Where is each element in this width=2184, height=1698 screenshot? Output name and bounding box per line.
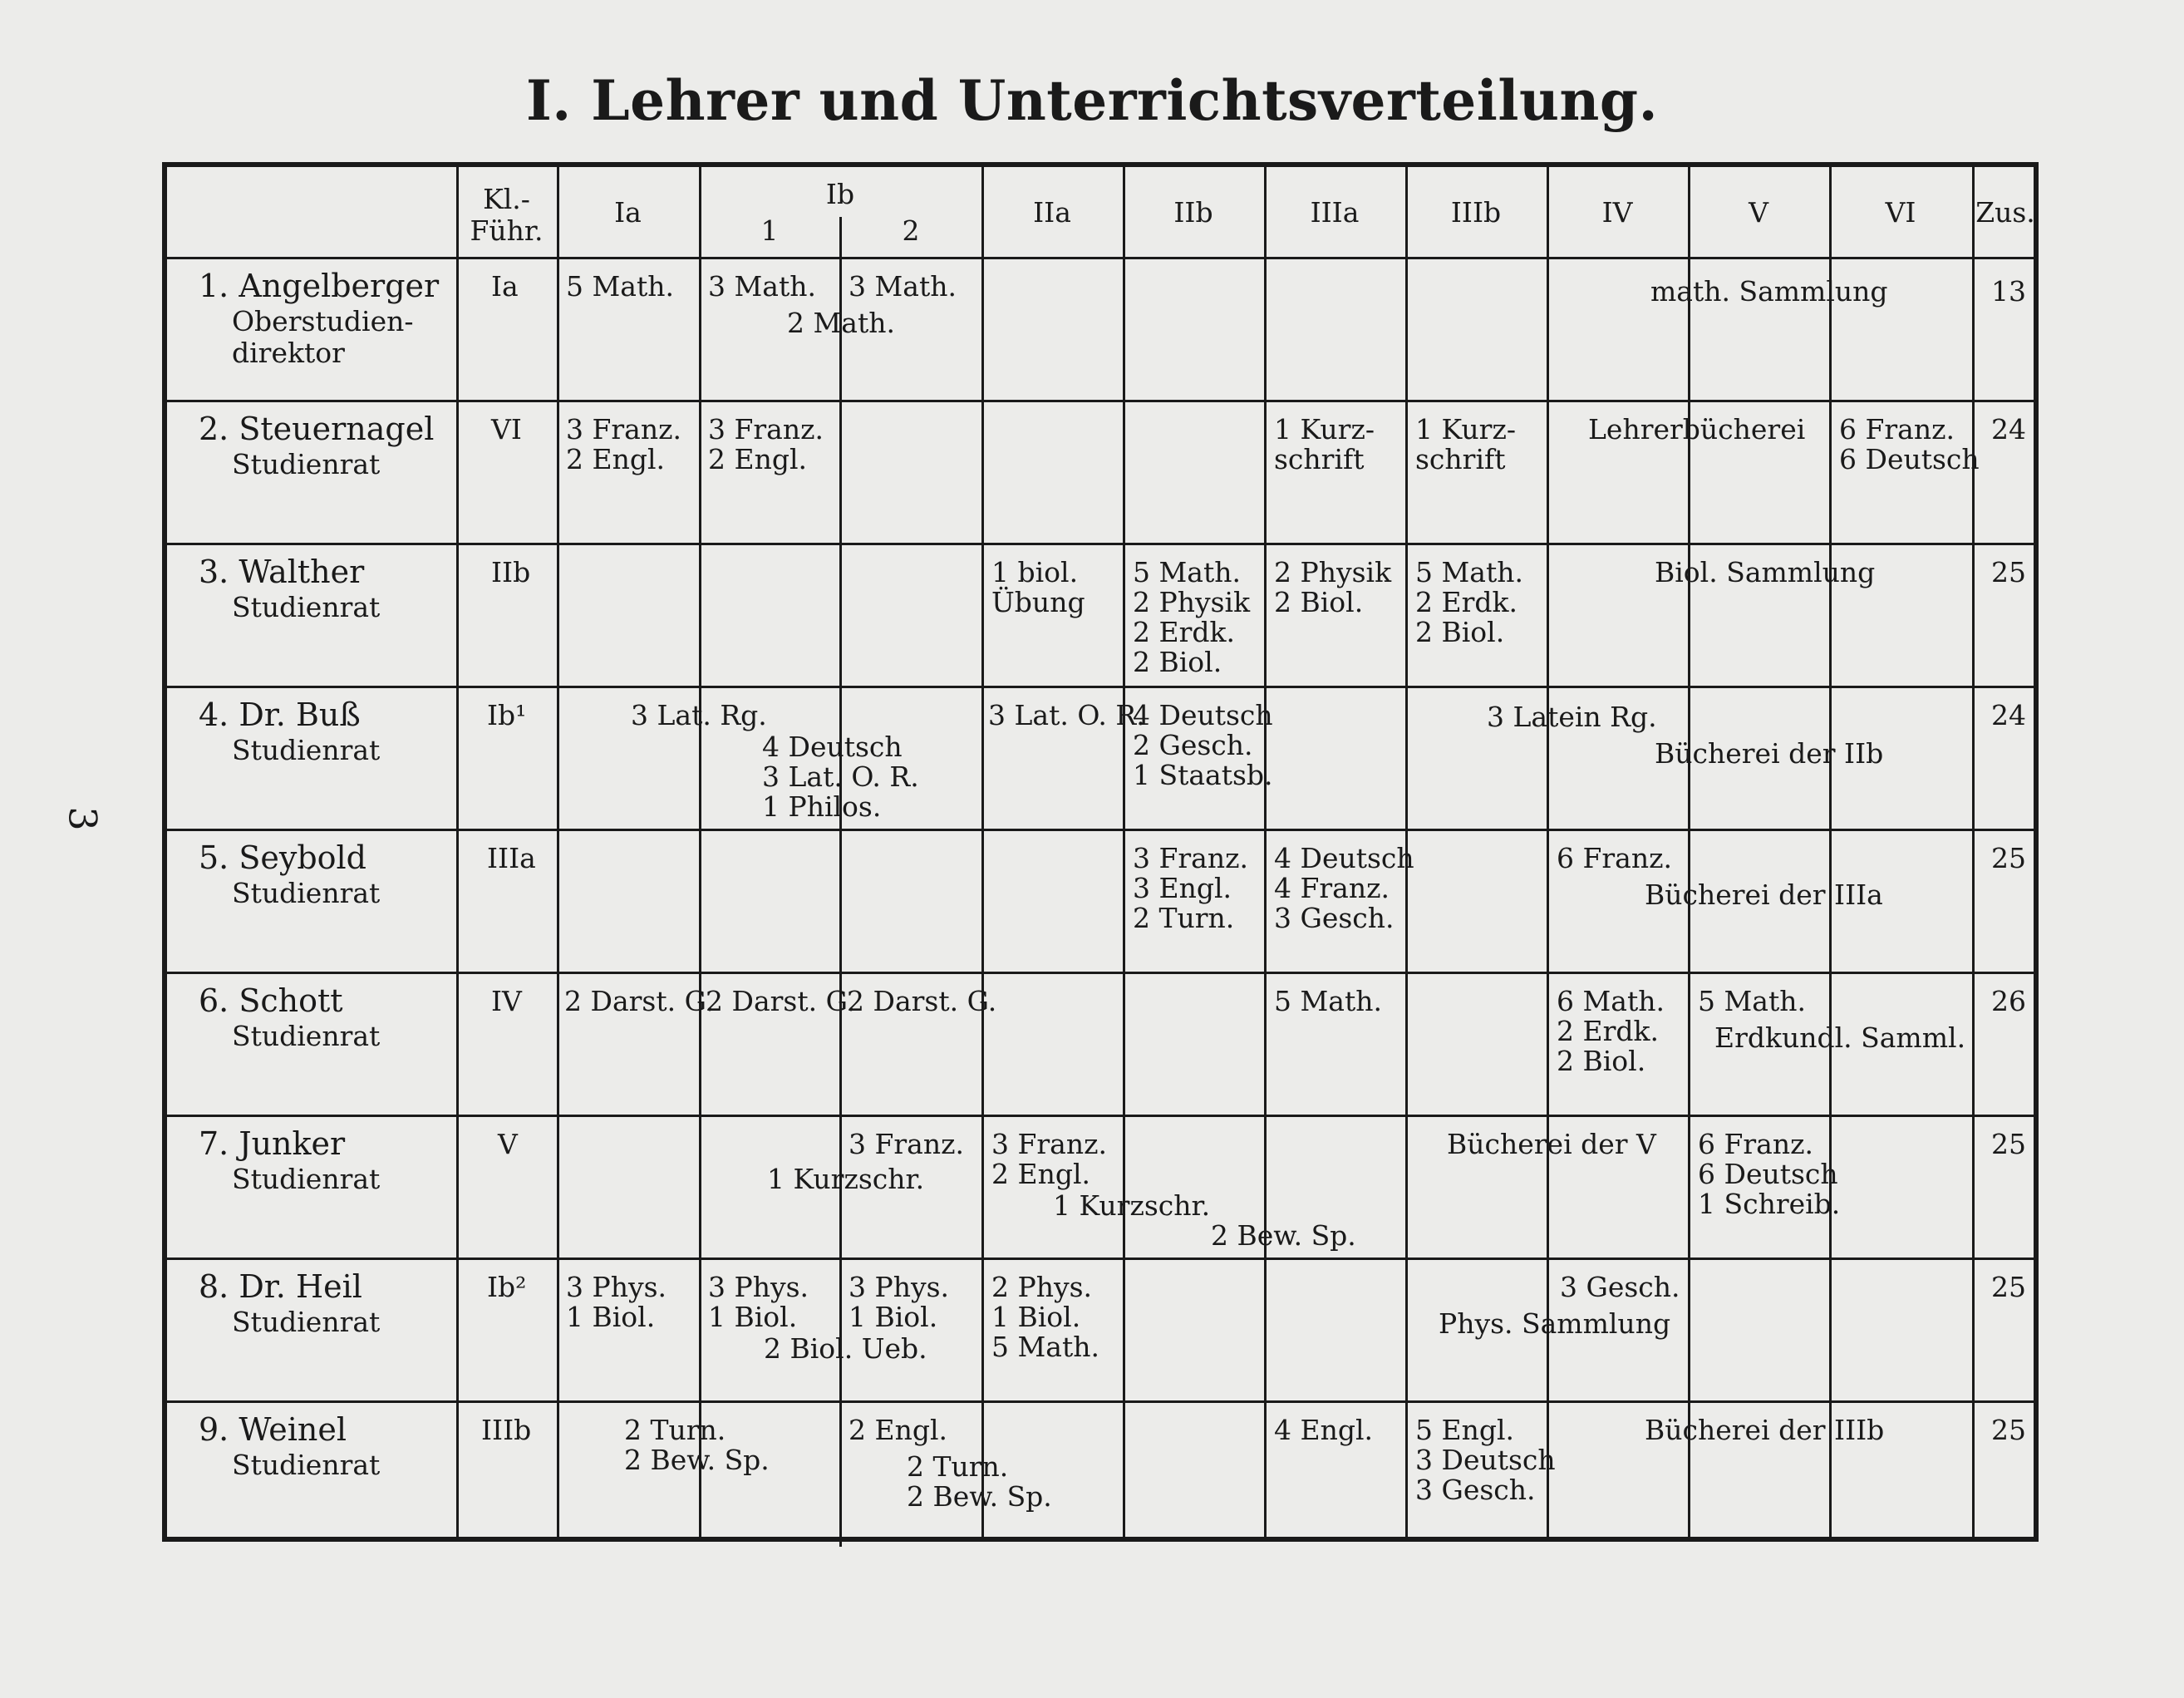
cell: Bücherei der IIb [1655,737,1884,770]
cell: 3 Latein Rg. [1487,701,1657,733]
teacher-role: Studienrat [232,1449,381,1481]
total: 24 [1991,413,2026,445]
total: 25 [1991,1414,2026,1446]
cell: 5 Math. [1698,985,1806,1017]
header-ib-1: 1 [760,214,779,247]
teacher-role: Studienrat [232,1020,381,1052]
class-lead: IIIa [487,842,536,874]
class-lead: IIb [491,556,531,588]
total: 25 [1991,556,2026,588]
cell: Biol. Sammlung [1655,556,1876,588]
cell: Bücherei der IIIa [1645,879,1883,911]
teacher-name: 7. Junker [199,1125,346,1162]
cell: 2 Darst. G. [847,985,997,1017]
teacher-name: 5. Seybold [199,839,367,876]
header-v: V [1749,196,1768,229]
cell: 3 Franz. 2 Engl. [708,413,824,475]
header-iia: IIa [1033,196,1071,229]
teacher-name: 3. Walther [199,554,365,590]
cell: 1 Kurz- schrift [1274,413,1375,475]
total: 26 [1991,985,2026,1017]
teacher-role: direktor [232,337,345,369]
cell: 2 Turn. 2 Bew. Sp. [907,1450,1052,1513]
header-klfuehr: Kl.- Führ. [470,183,544,247]
header-zus: Zus. [1975,196,2035,229]
teacher-role: Studienrat [232,1306,381,1338]
teacher-role: Studienrat [232,734,381,766]
cell: 2 Bew. Sp. [1211,1219,1356,1252]
cell: Lehrerbücherei [1588,413,1806,445]
header-ia: Ia [614,196,642,229]
cell: math. Sammlung [1650,275,1888,308]
cell: 1 Kurzschr. [767,1163,925,1195]
header-iiib: IIIb [1450,196,1502,229]
cell: 3 Phys. 1 Biol. [849,1271,950,1333]
cell: 5 Math. 2 Erdk. 2 Biol. [1415,556,1523,648]
cell: 3 Lat. O. R. [988,699,1145,731]
cell: 2 Darst. G. [564,985,715,1017]
cell: 6 Franz. [1557,842,1672,874]
teacher-name: 2. Steuernagel [199,411,435,447]
total: 25 [1991,842,2026,874]
cell: 2 Engl. [849,1414,947,1446]
cell: 3 Lat. Rg. [631,699,767,731]
total: 25 [1991,1271,2026,1303]
header-vi: VI [1885,196,1916,229]
cell: 4 Deutsch 2 Gesch. 1 Staatsb. [1133,699,1273,791]
cell: 5 Engl. 3 Deutsch 3 Gesch. [1415,1414,1556,1506]
total: 24 [1991,699,2026,731]
class-lead: IV [491,985,522,1017]
cell: 4 Engl. [1274,1414,1373,1446]
cell: 6 Franz. 6 Deutsch 1 Schreib. [1698,1128,1841,1220]
header-ib-2: 2 [902,214,920,247]
class-lead: Ia [491,270,519,303]
teacher-role: Studienrat [232,448,381,480]
cell: 4 Deutsch 4 Franz. 3 Gesch. [1274,842,1414,934]
cell: 5 Math. [566,270,674,303]
cell: Bücherei der V [1447,1128,1656,1160]
header-iib: IIb [1173,196,1213,229]
cell: 3 Math. [849,270,957,303]
cell: Phys. Sammlung [1439,1307,1671,1340]
teacher-name: 1. Angelberger [199,268,440,304]
cell: 3 Phys. 1 Biol. [708,1271,809,1333]
cell: Bücherei der IIIb [1645,1414,1885,1446]
header-ib: Ib [825,178,855,210]
class-lead: Ib¹ [487,699,527,731]
cell: 6 Math. 2 Erdk. 2 Biol. [1557,985,1665,1077]
class-lead: IIIb [481,1414,532,1446]
cell: 3 Phys. 1 Biol. [566,1271,667,1333]
cell: 2 Darst. G. [706,985,856,1017]
cell: 2 Math. [787,307,895,339]
cell: 6 Franz. 6 Deutsch [1839,413,1980,475]
total: 25 [1991,1128,2026,1160]
cell: 2 Biol. Ueb. [764,1332,927,1365]
class-lead: V [498,1128,518,1160]
page-title: I. Lehrer und Unterrichtsverteilung. [525,68,1659,133]
cell: 3 Franz. [849,1128,964,1160]
teacher-role: Studienrat [232,591,381,623]
cell: 3 Gesch. [1560,1271,1680,1303]
teacher-role: Studienrat [232,1163,381,1195]
cell: 5 Math. 2 Physik 2 Erdk. 2 Biol. [1133,556,1251,678]
teacher-name: 9. Weinel [199,1411,347,1448]
cell: 2 Physik 2 Biol. [1274,556,1392,618]
distribution-table [162,162,2039,1542]
cell: 1 biol. Übung [991,556,1085,618]
cell: Erdkundl. Samml. [1714,1021,1966,1054]
header-iiia: IIIa [1310,196,1360,229]
cell: 3 Franz. 3 Engl. 2 Turn. [1133,842,1248,934]
cell: 5 Math. [1274,985,1382,1017]
teacher-role: Studienrat [232,877,381,909]
total: 13 [1991,275,2026,308]
cell: 1 Kurz- schrift [1415,413,1516,475]
cell: 4 Deutsch 3 Lat. O. R. 1 Philos. [762,731,919,823]
cell: 3 Math. [708,270,816,303]
teacher-name: 4. Dr. Buß [199,696,361,733]
teacher-name: 6. Schott [199,982,343,1019]
cell: 1 Kurzschr. [1053,1189,1211,1222]
teacher-role: Oberstudien- [232,305,414,337]
cell: 3 Franz. 2 Engl. [991,1128,1107,1190]
cell: 2 Phys. 1 Biol. 5 Math. [991,1271,1099,1363]
cell: 3 Franz. 2 Engl. [566,413,681,475]
teacher-name: 8. Dr. Heil [199,1268,362,1305]
cell: 2 Turn. 2 Bew. Sp. [624,1414,770,1476]
class-lead: Ib² [487,1271,527,1303]
class-lead: VI [491,413,522,445]
header-iv: IV [1601,196,1633,229]
page-number: 3 [60,806,106,831]
